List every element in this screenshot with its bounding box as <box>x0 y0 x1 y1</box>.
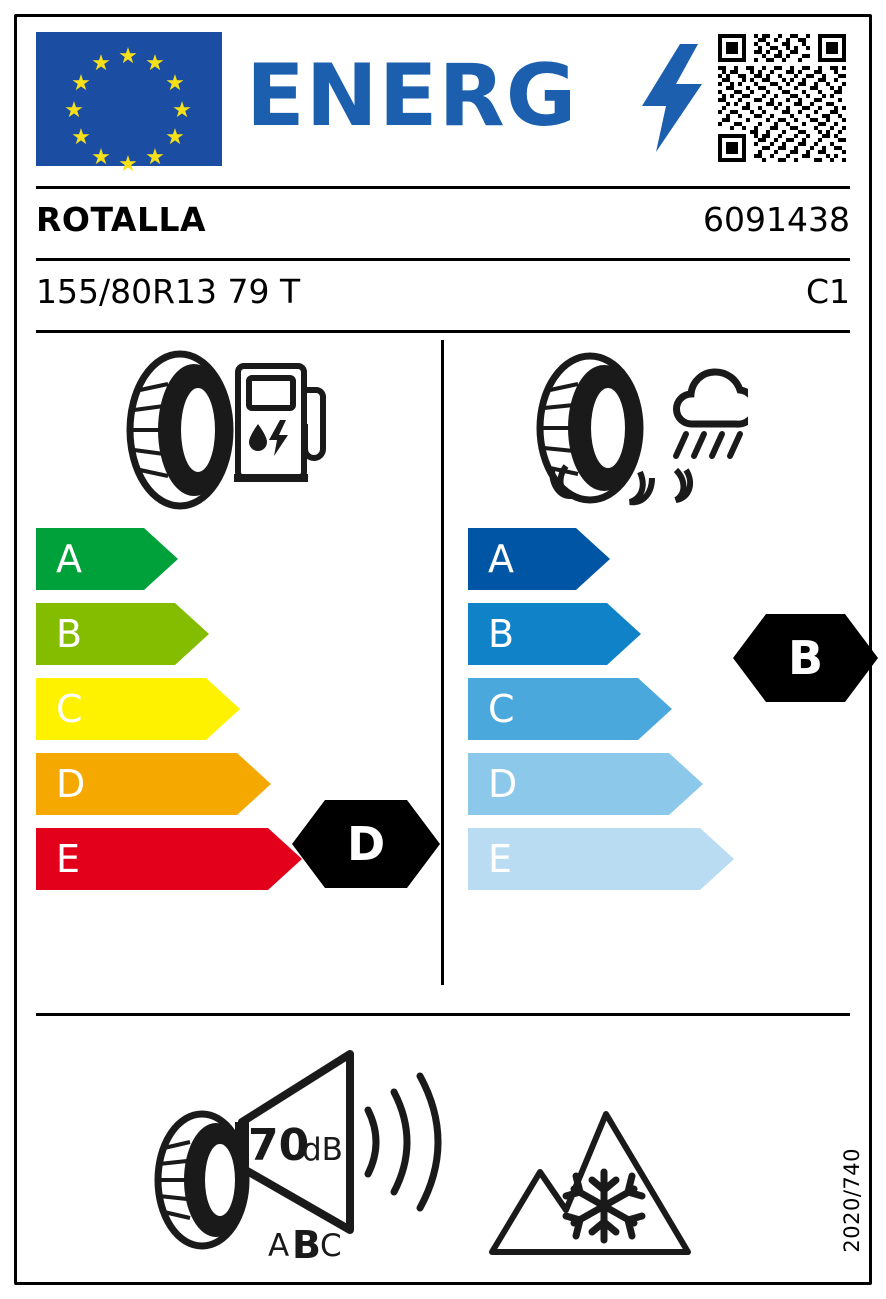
grade-letter: D <box>488 762 518 806</box>
grade-row <box>36 828 302 903</box>
eu-flag-icon: ★ ★ ★ ★ ★ ★ ★ ★ ★ ★ ★ ★ <box>36 32 222 166</box>
grade-row <box>36 603 302 678</box>
wet-grip-rating: B <box>788 631 824 685</box>
divider-1 <box>36 186 850 189</box>
grade-row <box>36 678 302 753</box>
divider-3 <box>36 330 850 333</box>
wet-grip-scale <box>468 528 734 903</box>
fuel-efficiency-scale <box>36 528 302 903</box>
grade-row <box>468 828 734 903</box>
three-peak-mountain-snowflake-icon <box>480 1080 700 1260</box>
grade-letter: A <box>488 537 514 581</box>
qr-code-icon <box>714 30 850 166</box>
tyre-class: C1 <box>805 272 850 311</box>
column-divider <box>441 340 444 985</box>
fuel-pump-icon <box>234 366 323 478</box>
grade-letter: B <box>56 612 83 656</box>
wet-grip-rating-marker <box>733 614 878 702</box>
tyre-size: 155/80R13 79 T <box>36 272 301 311</box>
grade-letter: D <box>56 762 86 806</box>
lightning-bolt-icon <box>636 44 706 152</box>
wet-grip-pictogram <box>528 350 748 510</box>
grade-row <box>36 528 302 603</box>
grade-letter: C <box>56 687 83 731</box>
noise-class-c: C <box>320 1228 342 1264</box>
tyre-icon <box>130 354 230 506</box>
grade-letter: B <box>488 612 515 656</box>
product-code: 6091438 <box>703 200 850 239</box>
sound-wave-icon <box>368 1076 438 1208</box>
noise-class-b: B <box>292 1223 321 1265</box>
noise-section <box>150 1040 480 1265</box>
grade-letter: A <box>56 537 82 581</box>
fuel-efficiency-rating-marker <box>292 800 440 888</box>
grade-row <box>468 753 734 828</box>
grade-letter: E <box>56 837 81 881</box>
grade-letter: E <box>488 837 513 881</box>
divider-2 <box>36 258 850 261</box>
divider-4 <box>36 1013 850 1016</box>
grade-row <box>468 603 734 678</box>
noise-class-a: A <box>268 1228 290 1264</box>
noise-unit: dB <box>302 1132 343 1168</box>
noise-value: 70 <box>248 1120 310 1171</box>
regulation-reference: 2020/740 <box>840 1148 864 1253</box>
fuel-efficiency-rating: D <box>347 817 386 871</box>
grade-row <box>36 753 302 828</box>
fuel-efficiency-pictogram <box>118 350 328 510</box>
brand-name: ROTALLA <box>36 200 207 239</box>
grade-row <box>468 678 734 753</box>
grade-letter: C <box>488 687 515 731</box>
rain-cloud-icon <box>676 372 748 456</box>
grade-row <box>468 528 734 603</box>
page-title: ENERG <box>246 46 578 146</box>
tyre-icon <box>158 1114 248 1246</box>
